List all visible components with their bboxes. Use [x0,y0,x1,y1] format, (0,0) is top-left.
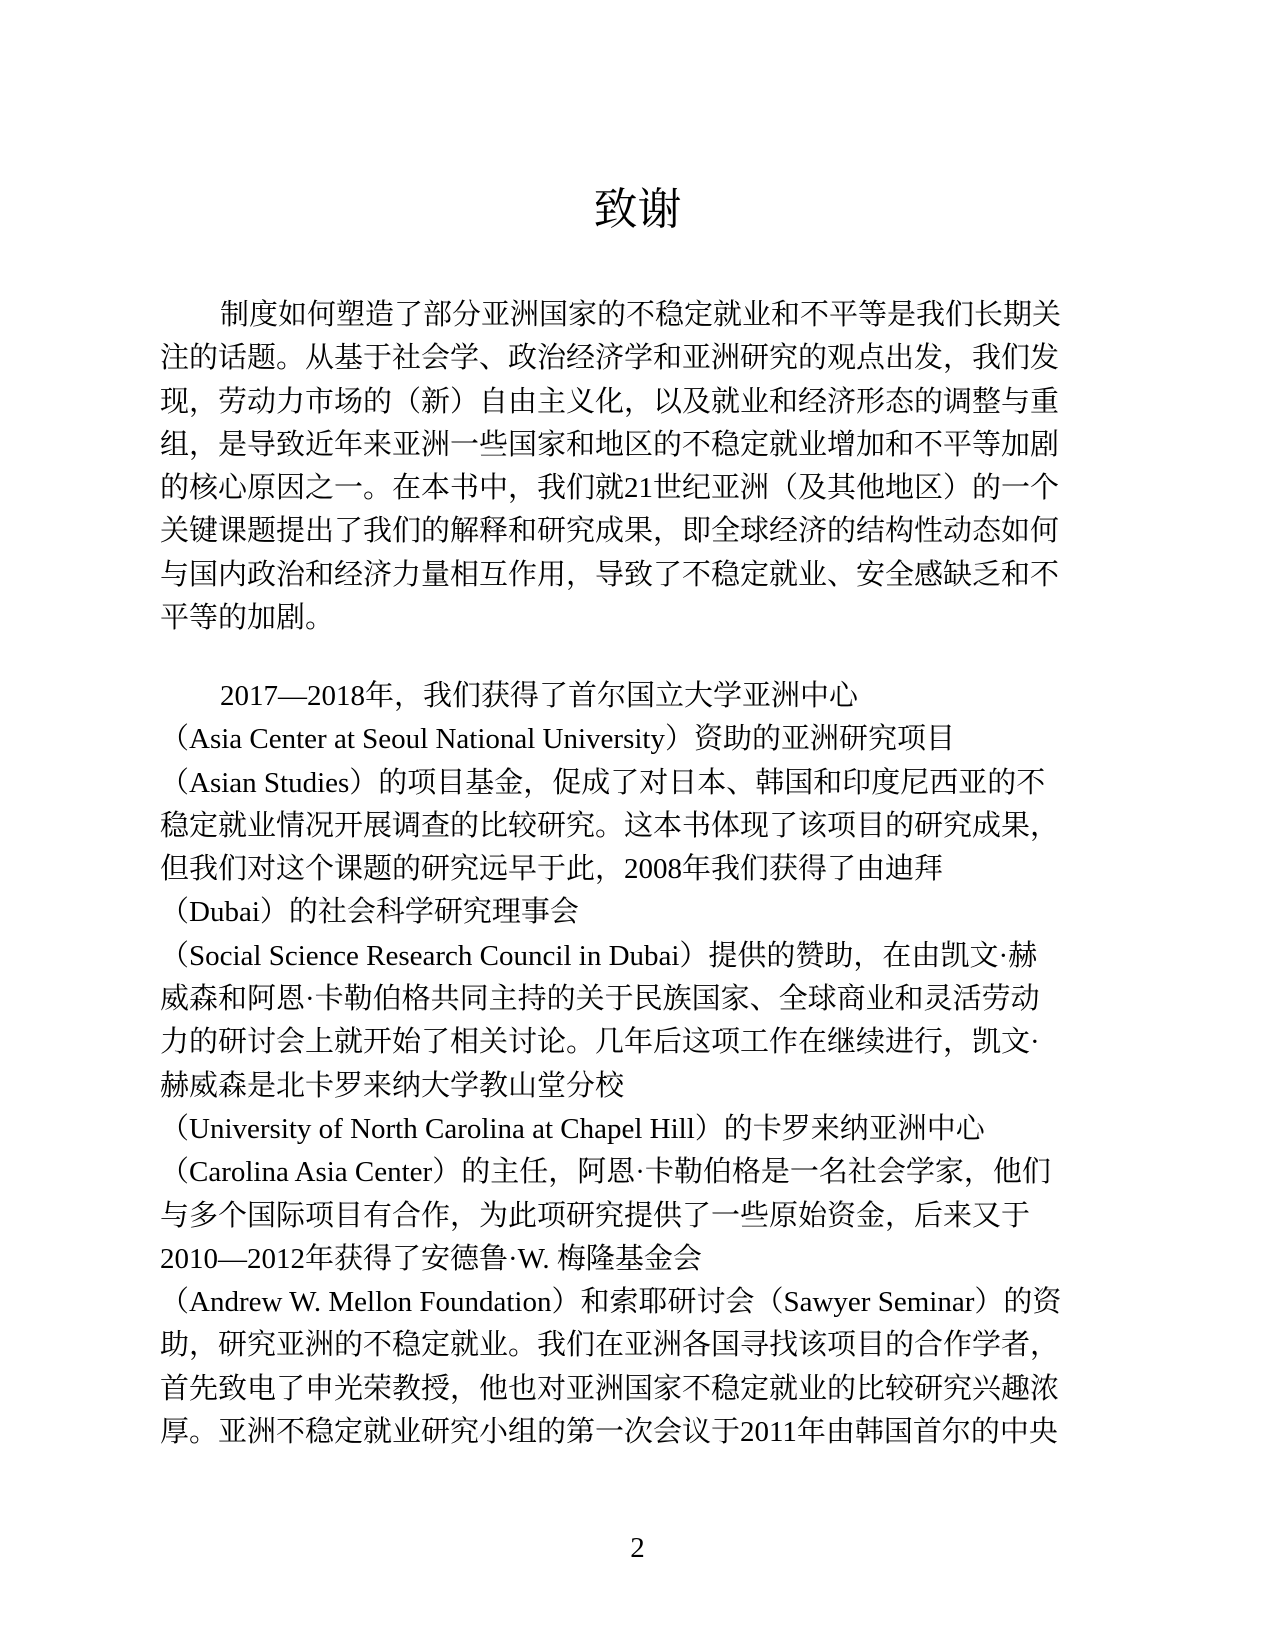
text-line: 稳定就业情况开展调查的比较研究。这本书体现了该项目的研究成果， [160,809,1060,842]
paragraph-2 [160,675,1140,1454]
page-number: 2 [630,1532,645,1564]
text-line: 赫威森是北卡罗来纳大学教山堂分校 [160,1069,625,1102]
text-line: 与国内政治和经济力量相互作用，导致了不稳定就业、安全感缺乏和不 [160,558,1060,591]
text-line: （University of North Carolina at Chapel Hill）的卡罗来纳亚洲中心 [160,1112,985,1145]
text-line: 厚。亚洲不稳定就业研究小组的第一次会议于2011年由韩国首尔的中央 [160,1416,1058,1449]
text-line: （Andrew W. Mellon Foundation）和索耶研讨会（Sawyer Seminar）的资 [160,1286,1062,1319]
text-line: 助，研究亚洲的不稳定就业。我们在亚洲各国寻找该项目的合作学者， [160,1329,1060,1362]
text-line: 注的话题。从基于社会学、政治经济学和亚洲研究的观点出发，我们发 [160,342,1060,375]
text-line: 威森和阿恩·卡勒伯格共同主持的关于民族国家、全球商业和灵活劳动 [160,983,1040,1016]
text-line: 但我们对这个课题的研究远早于此，2008年我们获得了由迪拜 [160,853,944,886]
text-line: 2010—2012年获得了安德鲁·W. 梅隆基金会 [160,1242,702,1275]
text-line: （Carolina Asia Center）的主任，阿恩·卡勒伯格是一名社会学家，他们 [160,1156,1051,1189]
text-line: 组，是导致近年来亚洲一些国家和地区的不稳定就业增加和不平等加剧 [160,428,1060,461]
text-line: 的核心原因之一。在本书中，我们就21世纪亚洲（及其他地区）的一个 [160,472,1060,505]
text-line: 制度如何塑造了部分亚洲国家的不稳定就业和不平等是我们长期关 [220,299,1062,331]
page-title: 致谢 [593,185,682,234]
text-line: 关键课题提出了我们的解释和研究成果，即全球经济的结构性动态如何 [160,515,1060,548]
text-line: 首先致电了申光荣教授，他也对亚洲国家不稳定就业的比较研究兴趣浓 [160,1372,1060,1405]
text-line: 2017—2018年，我们获得了首尔国立大学亚洲中心 [220,680,859,712]
text-line: 平等的加剧。 [160,602,335,635]
text-line: 现，劳动力市场的（新）自由主义化，以及就业和经济形态的调整与重 [160,385,1060,418]
text-line: 与多个国际项目有合作，为此项研究提供了一些原始资金，后来又于 [160,1199,1031,1232]
text-line: （Dubai）的社会科学研究理事会 [160,896,579,929]
text-line: 力的研讨会上就开始了相关讨论。几年后这项工作在继续进行，凯文· [160,1026,1040,1059]
paragraph-1 [160,294,1140,640]
text-line: （Social Science Research Council in Dubai）提供的赞助，在由凯文·赫 [160,939,1038,972]
text-line: （Asia Center at Seoul National University）资助的亚洲研究项目 [160,723,955,756]
text-line: （Asian Studies）的项目基金，促成了对日本、韩国和印度尼西亚的不 [160,766,1046,799]
